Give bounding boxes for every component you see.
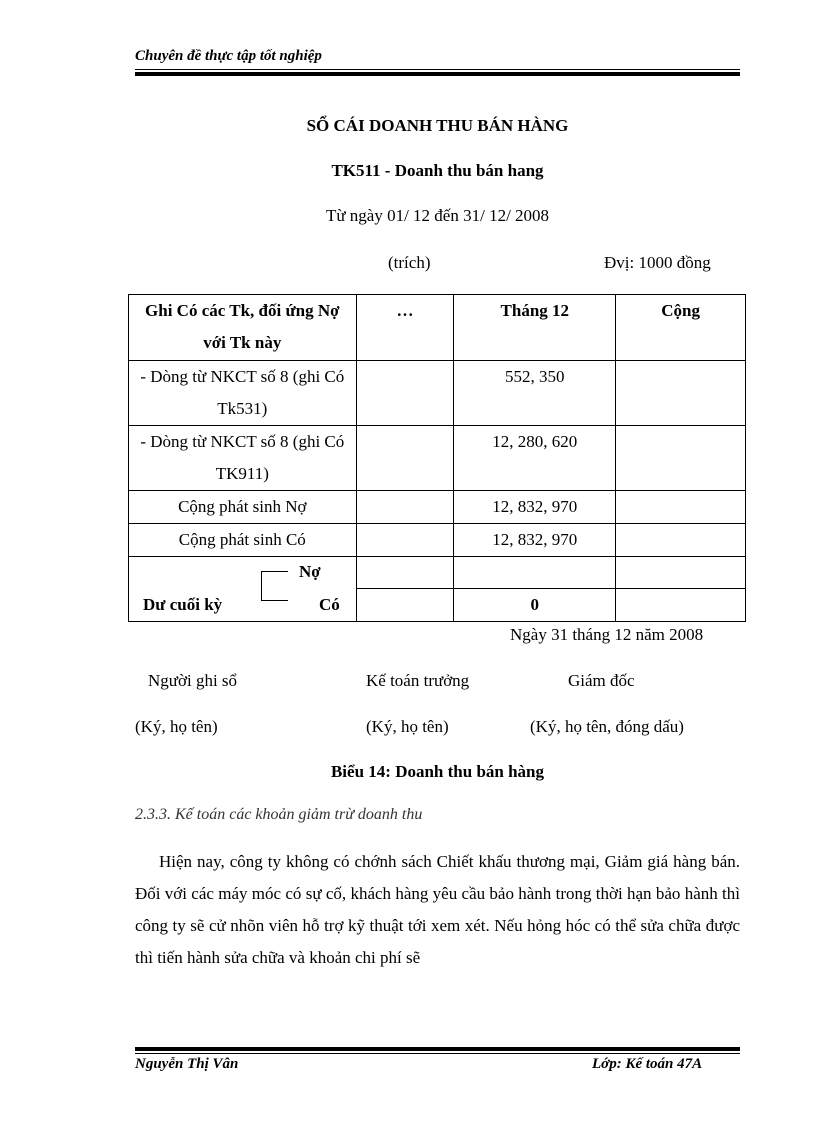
row-month: 12, 280, 620 — [454, 426, 616, 491]
signature-recorder: Người ghi sổ — [148, 671, 238, 690]
date-line: Ngày 31 tháng 12 năm 2008 — [510, 625, 704, 644]
closing-debit-col2 — [356, 557, 454, 589]
header-total: Cộng — [616, 295, 746, 361]
closing-debit-row — [129, 557, 746, 589]
unit-note: Đvị: 1000 đồng — [604, 253, 711, 272]
signature-recorder-note: (Ký, họ tên) — [135, 717, 218, 736]
footer-author: Nguyễn Thị Vân — [135, 1056, 239, 1072]
header-account: Ghi Có các Tk, đối ứng Nợ với Tk này — [129, 295, 357, 361]
closing-credit-total — [616, 589, 746, 622]
row-col2 — [356, 361, 454, 426]
row-label: - Dòng từ NKCT số 8 (ghi Có Tk531) — [129, 361, 357, 426]
ledger-table — [128, 294, 746, 622]
figure-caption: Biểu 14: Doanh thu bán hàng — [330, 762, 545, 781]
closing-label: Dư cuối kỳ — [143, 595, 223, 614]
signature-director: Giám đốc — [568, 671, 635, 690]
closing-credit-label: Có — [319, 595, 340, 614]
row-total — [616, 361, 746, 426]
signature-chief-accountant: Kế toán trưởng — [366, 671, 470, 690]
row-col2 — [356, 524, 454, 557]
closing-label-cell — [129, 557, 357, 622]
header-rule-thick — [135, 72, 740, 76]
closing-debit-month — [454, 557, 616, 589]
row-total — [616, 524, 746, 557]
row-col2 — [356, 491, 454, 524]
row-label: - Dòng từ NKCT số 8 (ghi Có TK911) — [129, 426, 357, 491]
row-month: 12, 832, 970 — [454, 491, 616, 524]
row-month: 12, 832, 970 — [454, 524, 616, 557]
row-col2 — [356, 426, 454, 491]
signature-director-note: (Ký, họ tên, đóng dấu) — [530, 717, 684, 736]
closing-bracket — [261, 571, 288, 601]
table-row — [129, 361, 746, 426]
footer-rule-thin — [135, 1053, 740, 1054]
header-rule-thin — [135, 69, 740, 70]
table-header-row — [129, 295, 746, 361]
extract-note: (trích) — [388, 253, 431, 272]
section-title: 2.3.3. Kế toán các khoản giảm trừ doanh thu — [135, 806, 423, 823]
header-month: Tháng 12 — [454, 295, 616, 361]
closing-debit-total — [616, 557, 746, 589]
footer-class: Lớp: Kế toán 47A — [592, 1056, 703, 1072]
ledger-title: SỔ CÁI DOANH THU BÁN HÀNG — [306, 116, 569, 135]
running-header: Chuyên đề thực tập tốt nghiệp — [135, 48, 322, 64]
table-row — [129, 524, 746, 557]
row-label: Cộng phát sinh Nợ — [129, 491, 357, 524]
body-paragraph: Hiện nay, công ty không có chớnh sách Chiết khấu thương mại, Giảm giá hàng bán. Đối với các máy móc có sự cố, khách hàng yêu cầu bảo hành trong thời hạn bảo hành thì công ty sẽ cử nhõn viên hỗ trợ kỹ thuật tới xem xét. Nếu hỏng hóc có thể sửa chữa được thì tiến hành sửa chữa và khoản chi phí sẽ — [135, 852, 740, 967]
row-total — [616, 491, 746, 524]
table-row — [129, 426, 746, 491]
header-ellipsis: … — [356, 295, 454, 361]
footer-rule-thick — [135, 1047, 740, 1051]
period-text: Từ ngày 01/ 12 đến 31/ 12/ 2008 — [325, 206, 550, 225]
row-total — [616, 426, 746, 491]
closing-debit-label: Nợ — [299, 562, 321, 581]
account-title: TK511 - Doanh thu bán hang — [331, 161, 544, 180]
signature-chief-note: (Ký, họ tên) — [366, 717, 449, 736]
closing-credit-col2 — [356, 589, 454, 622]
row-label: Cộng phát sinh Có — [129, 524, 357, 557]
row-month: 552, 350 — [454, 361, 616, 426]
table-row — [129, 491, 746, 524]
closing-credit-month: 0 — [454, 589, 616, 622]
